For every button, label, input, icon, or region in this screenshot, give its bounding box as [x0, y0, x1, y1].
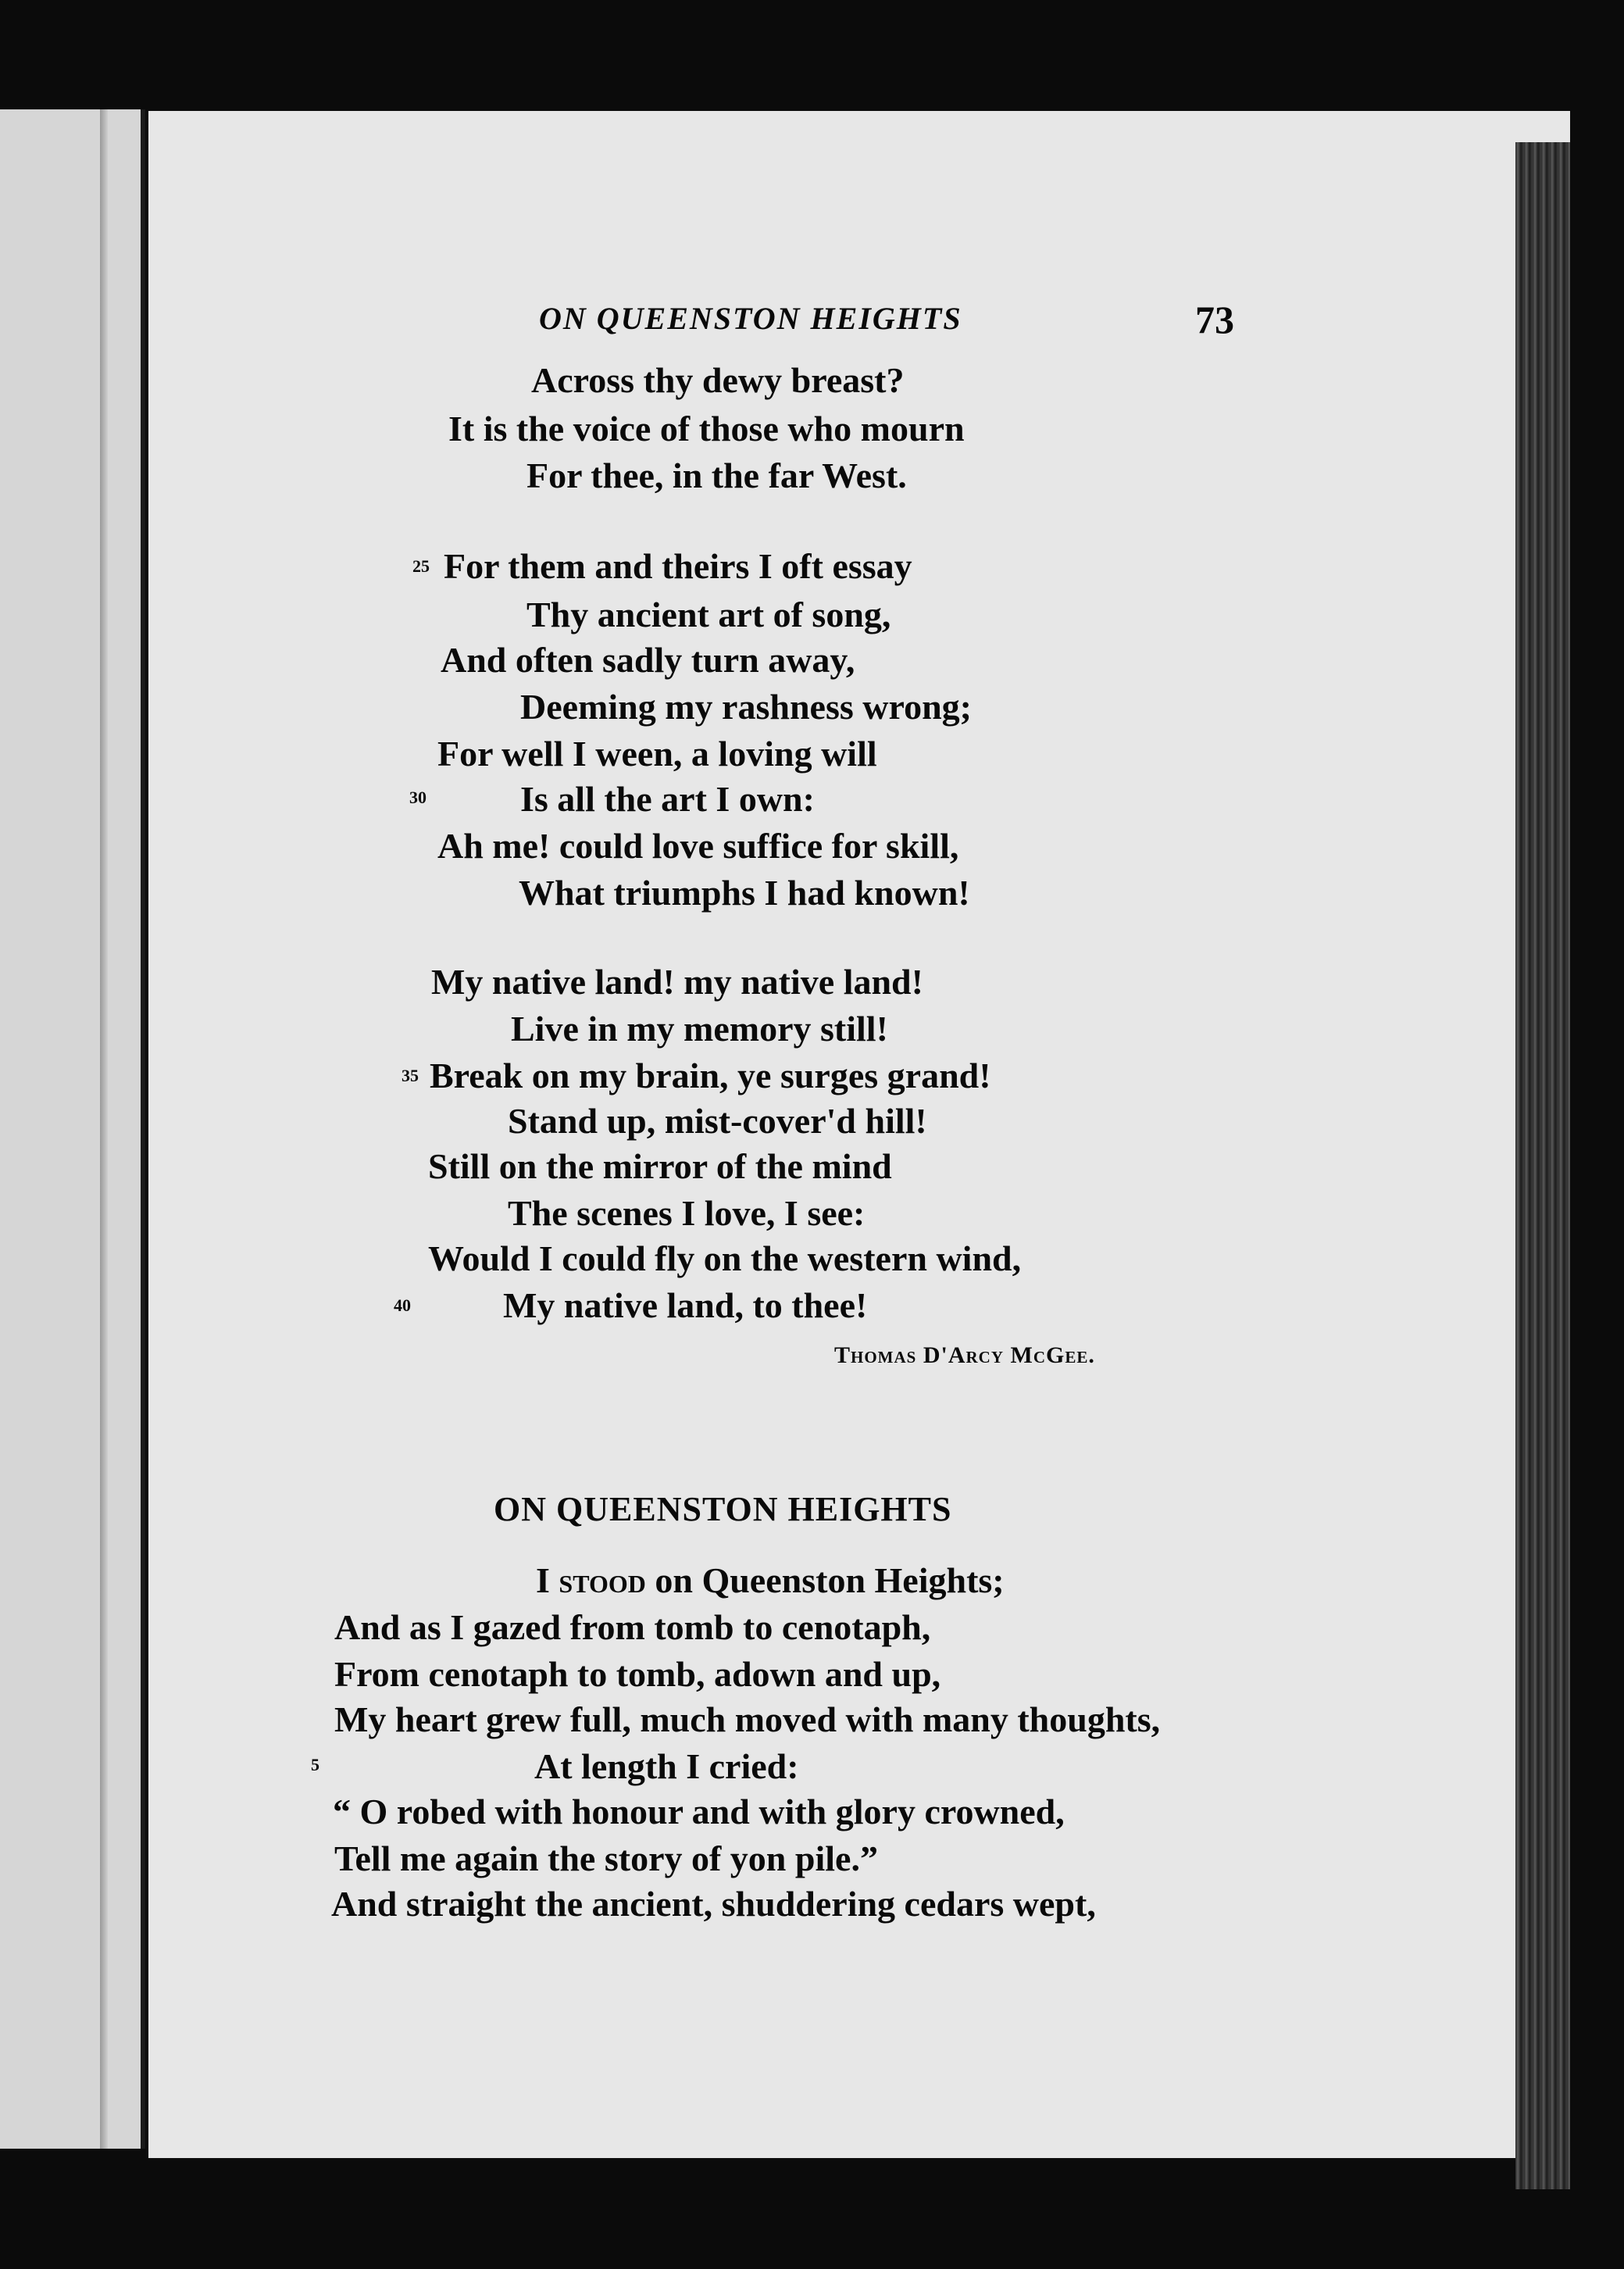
line-number: 25 — [412, 556, 430, 576]
poem-first-line — [536, 1560, 1005, 1600]
poem-line: Break on my brain, ye surges grand! — [430, 1056, 991, 1095]
poem-line: Stand up, mist-cover'd hill! — [508, 1101, 927, 1141]
line-number: 35 — [402, 1066, 419, 1085]
poem-line: And straight the ancient, shuddering cedars wept, — [331, 1884, 1096, 1924]
running-head: ON QUEENSTON HEIGHTS — [539, 301, 962, 336]
facing-page-edge — [0, 109, 145, 2149]
poem-line: For them and theirs I oft essay — [444, 546, 912, 586]
poem-line: Still on the mirror of the mind — [428, 1146, 892, 1186]
poem-line: At length I cried: — [534, 1746, 799, 1786]
page-stack-edge — [1515, 142, 1570, 2189]
poem-line: My native land! my native land! — [431, 962, 923, 1002]
poem-line: Would I could fly on the western wind, — [428, 1238, 1022, 1278]
poem-line: For well I ween, a loving will — [437, 734, 877, 774]
poem-line: Is all the art I own: — [520, 779, 815, 819]
poem-line: Deeming my rashness wrong; — [520, 687, 972, 727]
poem-line: Tell me again the story of yon pile.” — [334, 1838, 878, 1878]
poem-line: Thy ancient art of song, — [526, 595, 891, 634]
poem-line: The scenes I love, I see: — [508, 1193, 866, 1233]
page-number: 73 — [1195, 298, 1234, 341]
poem-line: Ah me! could love suffice for skill, — [437, 826, 959, 866]
line-number: 30 — [409, 788, 427, 807]
poem-line: It is the voice of those who mourn — [448, 409, 965, 448]
first-line-rest: on Queenston Heights; — [655, 1560, 1005, 1600]
poem-line: From cenotaph to tomb, adown and up, — [334, 1654, 941, 1694]
poem-line: For thee, in the far West. — [526, 456, 907, 495]
line-number: 5 — [311, 1755, 319, 1774]
poem-line: What triumphs I had known! — [519, 873, 970, 913]
poem-line: Live in my memory still! — [511, 1009, 888, 1049]
poem-line: Across thy dewy breast? — [531, 360, 905, 400]
poem-line: My native land, to thee! — [503, 1285, 868, 1325]
first-word-small-caps: stood — [559, 1560, 646, 1600]
poem-line: And as I gazed from tomb to cenotaph, — [334, 1607, 931, 1647]
poem-line: My heart grew full, much moved with many thoughts, — [334, 1699, 1161, 1739]
gutter-shadow — [100, 109, 108, 2149]
poem-line: “ O robed with honour and with glory crowned, — [333, 1792, 1065, 1831]
poem-attribution: Thomas D'Arcy McGee. — [834, 1342, 1095, 1368]
line-number: 40 — [394, 1295, 411, 1315]
first-word-cap: I — [536, 1560, 550, 1600]
poem-line: And often sadly turn away, — [441, 640, 855, 680]
poem-title: ON QUEENSTON HEIGHTS — [494, 1490, 952, 1528]
